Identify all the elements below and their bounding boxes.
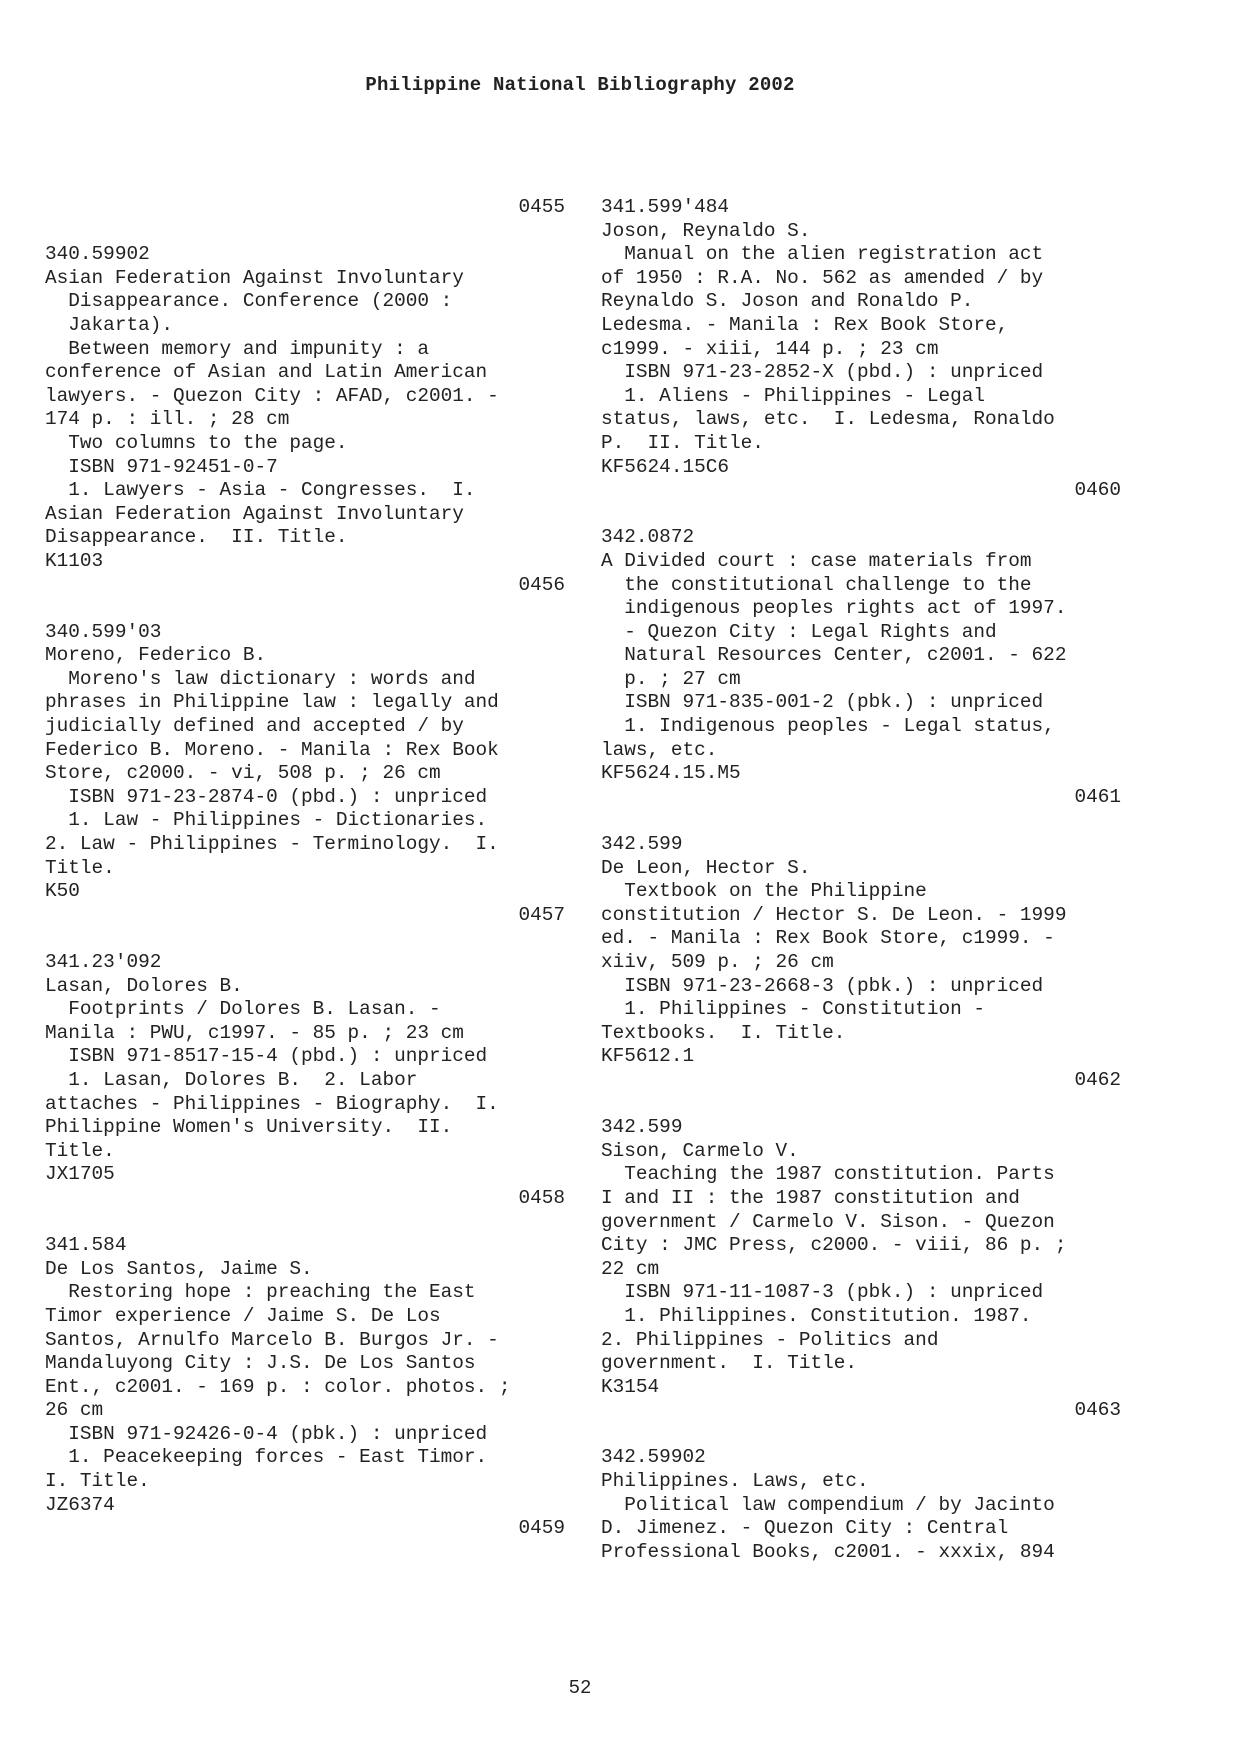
entry-line: Store, c2000. - vi, 508 p. ; 26 cm bbox=[45, 762, 441, 785]
entry-number: 0462 bbox=[1074, 1068, 1121, 1091]
page-number: 52 bbox=[568, 1677, 592, 1699]
entry-line: KF5624.15C6 bbox=[601, 455, 729, 478]
entry-line: 342.0872 bbox=[601, 526, 695, 549]
entry-line: A Divided court : case materials from bbox=[601, 549, 1032, 572]
entry-line: Sison, Carmelo V. bbox=[601, 1139, 799, 1162]
entry-line: Footprints / Dolores B. Lasan. - bbox=[45, 998, 441, 1021]
entry-number: 0455 bbox=[518, 196, 565, 218]
entry-line: c1999. - xiii, 144 p. ; 23 cm bbox=[601, 337, 939, 360]
entry-line bbox=[601, 809, 1121, 833]
entry-line: KF5612.1 bbox=[601, 1045, 695, 1068]
entry-line: Moreno, Federico B. bbox=[45, 644, 267, 667]
entry-line: Federico B. Moreno. - Manila : Rex Book bbox=[45, 738, 499, 761]
entry-line: 342.599 bbox=[601, 1116, 683, 1139]
entry-line: Between memory and impunity : a bbox=[45, 337, 429, 360]
entry-line: judicially defined and accepted / by bbox=[45, 715, 464, 738]
entry-line: Philippine Women's University. II. bbox=[45, 1116, 453, 1139]
entry-line: government / Carmelo V. Sison. - Quezon bbox=[601, 1210, 1055, 1233]
entry-line: ed. - Manila : Rex Book Store, c1999. - bbox=[601, 927, 1055, 950]
entry-line: 341.23'092 bbox=[45, 951, 162, 973]
left-column bbox=[45, 196, 565, 1541]
entry-number: 0457 bbox=[518, 903, 565, 926]
entry-line bbox=[601, 503, 1121, 527]
entry-line: ISBN 971-23-2874-0 (pbd.) : unpriced bbox=[45, 785, 488, 808]
entry-line: Disappearance. II. Title. bbox=[45, 526, 348, 549]
entry-line: 22 cm bbox=[601, 1257, 660, 1280]
entry-line: ISBN 971-92451-0-7 bbox=[45, 455, 278, 478]
entry-line: attaches - Philippines - Biography. I. bbox=[45, 1092, 499, 1115]
entry-line: 1. Lasan, Dolores B. 2. Labor bbox=[45, 1068, 418, 1091]
entry-line: Restoring hope : preaching the East bbox=[45, 1281, 476, 1304]
entry-line: P. II. Title. bbox=[601, 431, 764, 454]
entry-line: 1. Philippines. Constitution. 1987. bbox=[601, 1304, 1032, 1327]
entry-number: 0460 bbox=[1074, 479, 1121, 502]
entry-line: ISBN 971-23-2668-3 (pbk.) : unpriced bbox=[601, 974, 1044, 997]
entry-line: 26 cm bbox=[45, 1399, 104, 1422]
entry-line: D. Jimenez. - Quezon City : Central bbox=[601, 1517, 1009, 1540]
entry-line: government. I. Title. bbox=[601, 1352, 857, 1375]
entry-line bbox=[45, 597, 565, 621]
entry-line: City : JMC Press, c2000. - viii, 86 p. ; bbox=[601, 1234, 1067, 1257]
entry-line: Asian Federation Against Involuntary bbox=[45, 266, 464, 289]
entry-line: Mandaluyong City : J.S. De Los Santos bbox=[45, 1352, 476, 1375]
entry-line: 341.599'484 bbox=[601, 196, 729, 218]
entry-line: Lasan, Dolores B. bbox=[45, 974, 243, 997]
entry-line: 1. Philippines - Constitution - bbox=[601, 998, 985, 1021]
entry-line: KF5624.15.M5 bbox=[601, 762, 741, 785]
entry-line: xiiv, 509 p. ; 26 cm bbox=[601, 951, 834, 973]
entry-line: JZ6374 bbox=[45, 1493, 115, 1516]
entry-line: Reynaldo S. Joson and Ronaldo P. bbox=[601, 290, 974, 313]
entry-line: laws, etc. bbox=[601, 738, 718, 761]
entry-line: status, laws, etc. I. Ledesma, Ronaldo bbox=[601, 408, 1055, 431]
entry-line: 340.599'03 bbox=[45, 620, 162, 643]
entry-line: Jakarta). bbox=[45, 313, 173, 336]
entry-line: Manual on the alien registration act bbox=[601, 243, 1044, 266]
entry-line bbox=[601, 1093, 1121, 1117]
entry-line: De Los Santos, Jaime S. bbox=[45, 1257, 313, 1280]
entry-line: Asian Federation Against Involuntary bbox=[45, 502, 464, 525]
entry-line bbox=[601, 1423, 1121, 1447]
entry-line: Textbooks. I. Title. bbox=[601, 1021, 846, 1044]
entry-line: 342.599 bbox=[601, 833, 683, 856]
entry-line: 1. Law - Philippines - Dictionaries. bbox=[45, 809, 488, 832]
right-column bbox=[601, 196, 1121, 1564]
entry-line: 1. Indigenous peoples - Legal status, bbox=[601, 715, 1055, 738]
entry-number: 0456 bbox=[518, 573, 565, 596]
page-title: Philippine National Bibliography 2002 bbox=[365, 74, 795, 96]
entry-number: 0458 bbox=[518, 1186, 565, 1209]
entry-line: conference of Asian and Latin American bbox=[45, 361, 488, 384]
entry-line: Political law compendium / by Jacinto bbox=[601, 1493, 1055, 1516]
entry-line: the constitutional challenge to the bbox=[601, 573, 1032, 596]
entry-number: 0461 bbox=[1074, 785, 1121, 808]
entry-line: I. Title. bbox=[45, 1470, 150, 1493]
entry-line: I and II : the 1987 constitution and bbox=[601, 1186, 1020, 1209]
entry-number: 0463 bbox=[1074, 1399, 1121, 1422]
entry-line: K50 bbox=[45, 880, 80, 903]
entry-line: indigenous peoples rights act of 1997. bbox=[601, 597, 1067, 620]
entry-number: 0459 bbox=[518, 1517, 565, 1540]
entry-line: Philippines. Laws, etc. bbox=[601, 1470, 869, 1493]
entry-line: ISBN 971-835-001-2 (pbk.) : unpriced bbox=[601, 691, 1044, 714]
entry-line: p. ; 27 cm bbox=[601, 667, 741, 690]
entry-line: ISBN 971-8517-15-4 (pbd.) : unpriced bbox=[45, 1045, 488, 1068]
entry-line: Title. bbox=[45, 856, 115, 879]
entry-line: of 1950 : R.A. No. 562 as amended / by bbox=[601, 266, 1044, 289]
entry-line: ISBN 971-23-2852-X (pbd.) : unpriced bbox=[601, 361, 1044, 384]
entry-line: 174 p. : ill. ; 28 cm bbox=[45, 408, 290, 431]
entry-line: ISBN 971-92426-0-4 (pbk.) : unpriced bbox=[45, 1422, 488, 1445]
entry-line: Ledesma. - Manila : Rex Book Store, bbox=[601, 313, 1009, 336]
entry-line: Textbook on the Philippine bbox=[601, 880, 927, 903]
entry-line: JX1705 bbox=[45, 1163, 115, 1186]
entry-line: 342.59902 bbox=[601, 1446, 706, 1469]
entry-line: Joson, Reynaldo S. bbox=[601, 219, 811, 242]
entry-line: Timor experience / Jaime S. De Los bbox=[45, 1304, 441, 1327]
entry-line: lawyers. - Quezon City : AFAD, c2001. - bbox=[45, 384, 499, 407]
entry-line: 1. Lawyers - Asia - Congresses. I. bbox=[45, 479, 476, 502]
entry-line: phrases in Philippine law : legally and bbox=[45, 691, 499, 714]
entry-line: - Quezon City : Legal Rights and bbox=[601, 620, 997, 643]
entry-line: 341.584 bbox=[45, 1234, 127, 1257]
entry-line: Moreno's law dictionary : words and bbox=[45, 667, 476, 690]
entry-line: Santos, Arnulfo Marcelo B. Burgos Jr. - bbox=[45, 1328, 499, 1351]
entry-line bbox=[45, 1211, 565, 1235]
entry-line: 2. Philippines - Politics and bbox=[601, 1328, 939, 1351]
entry-line: Ent., c2001. - 169 p. : color. photos. ; bbox=[45, 1375, 511, 1398]
entry-line: Disappearance. Conference (2000 : bbox=[45, 290, 453, 313]
entry-line: Natural Resources Center, c2001. - 622 bbox=[601, 644, 1067, 667]
entry-line: 1. Aliens - Philippines - Legal bbox=[601, 384, 985, 407]
entry-line: constitution / Hector S. De Leon. - 1999 bbox=[601, 903, 1067, 926]
entry-line: Teaching the 1987 constitution. Parts bbox=[601, 1163, 1055, 1186]
entry-line: 2. Law - Philippines - Terminology. I. bbox=[45, 833, 499, 856]
entry-line: K3154 bbox=[601, 1375, 660, 1398]
entry-line bbox=[45, 220, 565, 244]
entry-line bbox=[45, 927, 565, 951]
entry-line: 1. Peacekeeping forces - East Timor. bbox=[45, 1446, 488, 1469]
entry-line: Professional Books, c2001. - xxxix, 894 bbox=[601, 1540, 1055, 1563]
entry-line: K1103 bbox=[45, 549, 104, 572]
entry-line: Two columns to the page. bbox=[45, 431, 348, 454]
entry-line: De Leon, Hector S. bbox=[601, 856, 811, 879]
entry-line: Manila : PWU, c1997. - 85 p. ; 23 cm bbox=[45, 1021, 464, 1044]
entry-line: 340.59902 bbox=[45, 243, 150, 266]
entry-line: ISBN 971-11-1087-3 (pbk.) : unpriced bbox=[601, 1281, 1044, 1304]
entry-line: Title. bbox=[45, 1139, 115, 1162]
